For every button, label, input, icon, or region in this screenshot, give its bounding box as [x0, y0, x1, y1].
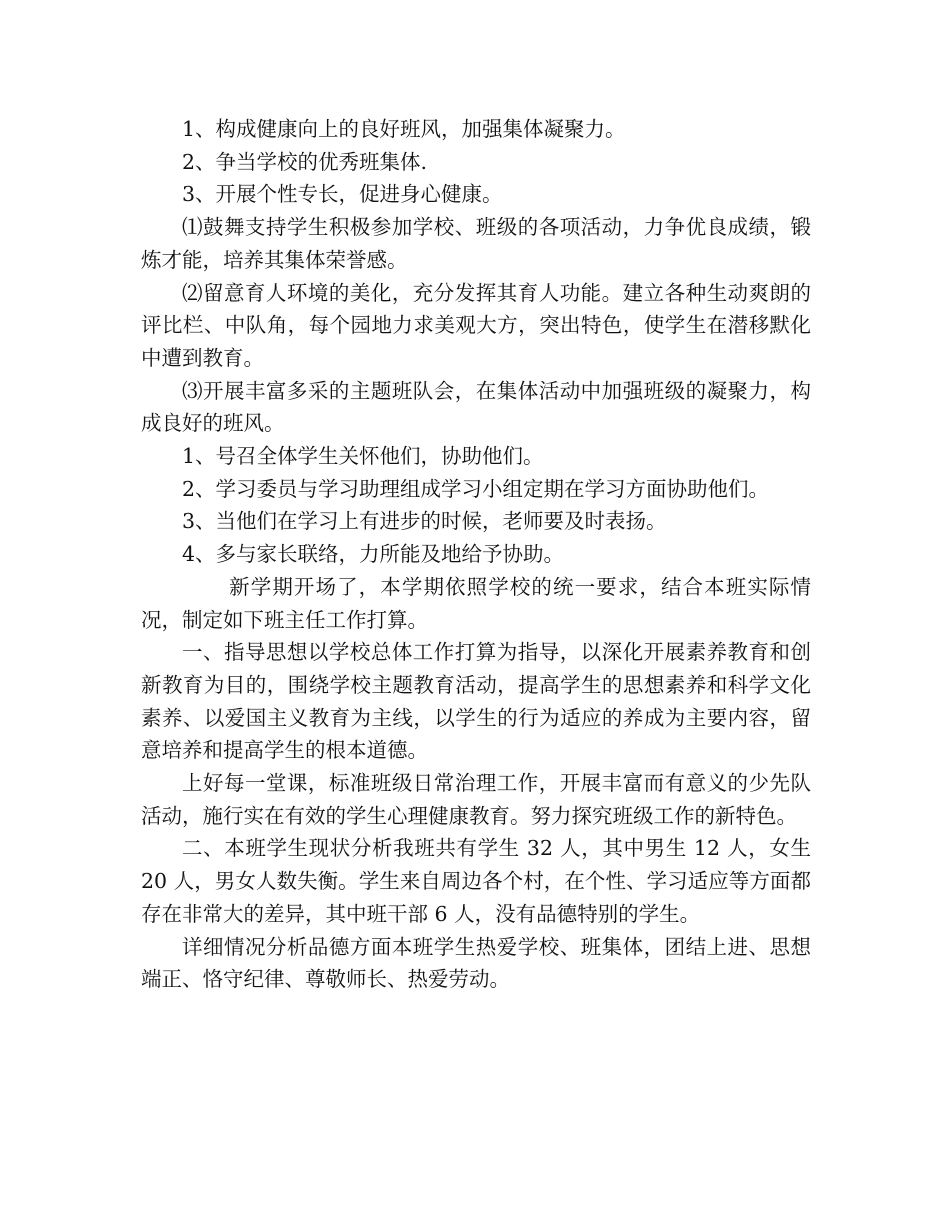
document-body [141, 113, 811, 996]
paragraph: ⑵留意育人环境的美化，充分发挥其育人功能。建立各种生动爽朗的评比栏、中队角，每个园地力求美观大方，突出特色，使学生在潜移默化中遭到教育。 [141, 280, 811, 370]
paragraph: 一、指导思想以学校总体工作打算为指导，以深化开展素养教育和创新教育为目的，围绕学校主题教育活动，提高学生的思想素养和科学文化素养、以爱国主义教育为主线，以学生的行为适应的养成为主要内容，留意培养和提高学生的根本道德。 [141, 640, 811, 763]
paragraph: 1、构成健康向上的良好班风，加强集体凝聚力。 [182, 117, 626, 141]
paragraph: 3、开展个性专长，促进身心健康。 [182, 182, 503, 207]
paragraph: 2、争当学校的优秀班集体. [182, 149, 428, 174]
paragraph: 2、学习委员与学习助理组成学习小组定期在学习方面协助他们。 [182, 476, 770, 501]
paragraph: 上好每一堂课，标准班级日常治理工作，开展丰富而有意义的少先队活动，施行实在有效的学生心理健康教育。努力探究班级工作的新特色。 [141, 771, 811, 828]
paragraph: 二、本班学生现状分析我班共有学生 32 人，其中男生 12 人，女生 20 人，男女人数失衡。学生来自周边各个村，在个性、学习适应等方面都存在非常大的差异，其中班干部 6 人，没有品德特别的学生。 [141, 836, 811, 926]
paragraph: 3、当他们在学习上有进步的时候，老师要及时表扬。 [182, 509, 667, 534]
paragraph: ⑴鼓舞支持学生积极参加学校、班级的各项活动，力争优良成绩，锻炼才能，培养其集体荣誉感。 [141, 215, 811, 272]
paragraph: 1、号召全体学生关怀他们，协助他们。 [182, 444, 544, 469]
paragraph: 新学期开场了，本学期依照学校的统一要求，结合本班实际情况，制定如下班主任工作打算。 [141, 574, 811, 632]
paragraph: 详细情况分析品德方面本班学生热爱学校、班集体，团结上进、思想端正、恪守纪律、尊敬师长、热爱劳动。 [141, 934, 811, 992]
paragraph: ⑶开展丰富多采的主题班队会，在集体活动中加强班级的凝聚力，构成良好的班风。 [141, 378, 811, 436]
paragraph: 4、多与家长联络，力所能及地给予协助。 [182, 542, 565, 567]
